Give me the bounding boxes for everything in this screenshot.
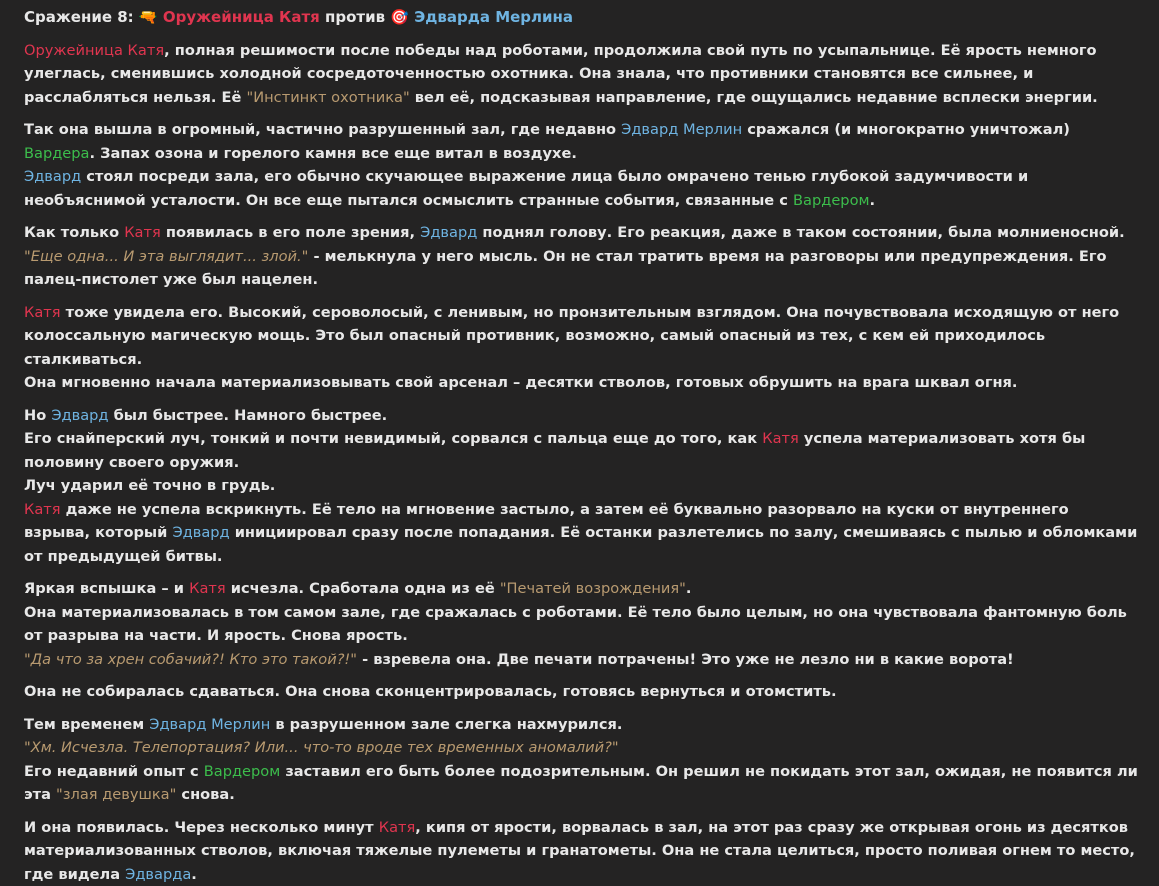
italic-quote: "Еще одна... И эта выглядит... злой." [24, 248, 308, 265]
story-line [24, 301, 1139, 372]
story-line [24, 427, 1139, 474]
story-line [24, 736, 1139, 760]
narrative-text: исчезла. Сработала одна из её [226, 580, 500, 597]
story-line [24, 221, 1139, 245]
story-paragraph [24, 39, 1139, 110]
edward-mention: Эдвард [420, 224, 477, 241]
narrative-text: И она появилась. Через несколько минут [24, 819, 379, 836]
story-line [24, 816, 1139, 886]
story-line [24, 165, 1139, 212]
battle-title-label: Сражение 8: [24, 8, 134, 26]
narrative-text: . [191, 866, 197, 883]
narrative-text: Так она вышла в огромный, частично разрушенный зал, где недавно [24, 121, 621, 138]
edward-mention: Эдвард Мерлин [149, 716, 270, 733]
fighter-edward-name: Эдварда Мерлина [414, 8, 573, 26]
narrative-text: Она не собиралась сдаваться. Она снова сконцентрировалась, готовясь вернуться и отомстить. [24, 683, 837, 700]
narrative-text: инициировал сразу после попадания. Её останки разлетелись по залу, смешиваясь с пылью и обломками от предыдущей битвы. [24, 524, 1137, 565]
narrative-text: появилась в его поле зрения, [161, 224, 420, 241]
narrative-text: в разрушенном зале слегка нахмурился. [270, 716, 622, 733]
varder-mention: Вардером [204, 763, 281, 780]
narrative-text: - взревела она. Две печати потрачены! Это уже не лезло ни в какие ворота! [357, 651, 1014, 668]
story-line [24, 474, 1139, 498]
narrative-text: Как только [24, 224, 124, 241]
fighter-katya-name: Оружейница Катя [163, 8, 320, 26]
story-paragraph [24, 713, 1139, 807]
edward-mention: Эдварда [125, 866, 191, 883]
narrative-text: Его недавний опыт с [24, 763, 204, 780]
narrative-text: - мелькнула у него мысль. Он не стал тратить время на разговоры или предупреждения. Его палец-пистолет уже был нацелен. [24, 248, 1107, 289]
katya-mention: Катя [24, 501, 61, 518]
narrative-text: . Запах озона и горелого камня все еще витал в воздухе. [90, 145, 577, 162]
katya-mention: Катя [189, 580, 226, 597]
story-paragraph [24, 221, 1139, 292]
italic-quote: "Хм. Исчезла. Телепортация? Или... что-то вроде тех временных аномалий?" [24, 739, 619, 756]
narrative-text: Но [24, 407, 51, 424]
edward-mention: Эдвард [172, 524, 229, 541]
quoted-term: "Печатей возрождения" [500, 580, 686, 597]
story-line [24, 577, 1139, 601]
katya-mention: Катя [24, 304, 61, 321]
narrative-text: Яркая вспышка – и [24, 580, 189, 597]
narrative-text: поднял голову. Его реакция, даже в таком состоянии, была молниеносной. [477, 224, 1124, 241]
story-paragraph [24, 816, 1139, 886]
story-line [24, 118, 1139, 165]
edward-mention: Эдвард Мерлин [621, 121, 742, 138]
story-line [24, 404, 1139, 428]
story-line [24, 760, 1139, 807]
italic-quote: "Да что за хрен собачий?! Кто это такой?!" [24, 651, 357, 668]
narrative-text: даже не успела вскрикнуть. Её тело на мгновение застыло, а затем её буквально разорвало на куски от внутреннего взрыва, который [24, 501, 1069, 542]
edward-mention: Эдвард [24, 168, 81, 185]
gun-icon: 🔫 [139, 8, 158, 26]
story-line [24, 39, 1139, 110]
katya-mention: Катя [379, 819, 416, 836]
story-line [24, 498, 1139, 569]
katya-mention: Катя [762, 430, 799, 447]
story-paragraph [24, 577, 1139, 671]
narrative-text: стоял посреди зала, его обычно скучающее выражение лица было омрачено тенью глубокой задумчивости и необъяснимой усталости. Он все еще пытался осмыслить странные события, связанные с [24, 168, 1028, 209]
narrative-text: . [870, 192, 876, 209]
narrative-text: тоже увидела его. Высокий, сероволосый, с ленивым, но пронзительным взглядом. Она почувствовала исходящую от него колоссальную магическую мощь. Это был опасный противник, возможно, самый опасный из тех, с кем ей приходилось сталкиваться. [24, 304, 1119, 368]
story-line [24, 680, 1139, 704]
story-line [24, 713, 1139, 737]
varder-mention: Вардера [24, 145, 90, 162]
narrative-text: был быстрее. Намного быстрее. [109, 407, 388, 424]
narrative-text: Она материализовалась в том самом зале, где сражалась с роботами. Её тело было целым, но она чувствовала фантомную боль от разрыва на части. И ярость. Снова ярость. [24, 604, 1127, 645]
narrative-text: , кипя от ярости, ворвалась в зал, на этот раз сразу же открывая огонь из десятков материализованных стволов, включая тяжелые пулеметы и гранатометы. Она не стала целиться, просто поливая огнем то место, где видела [24, 819, 1135, 883]
target-icon: 🎯 [390, 8, 409, 26]
versus-label: против [325, 8, 385, 26]
battle-title [24, 6, 1139, 30]
story-line [24, 371, 1139, 395]
narrative-text: , полная решимости после победы над роботами, продолжила свой путь по усыпальнице. Её ярость немного улеглась, сменившись холодной сосредоточенностью охотника. Она знала, что противники становятся все сильнее, и расслабляться нельзя. Её [24, 42, 1097, 106]
narrative-text: Она мгновенно начала материализовывать свой арсенал – десятки стволов, готовых обрушить на врага шквал огня. [24, 374, 1017, 391]
narrative-text: заставил его быть более подозрительным. Он решил не покидать этот зал, ожидая, не появится ли эта [24, 763, 1138, 804]
katya-mention: Оружейница Катя [24, 42, 164, 59]
varder-mention: Вардером [793, 192, 870, 209]
story-line [24, 648, 1139, 672]
narrative-text: . [686, 580, 692, 597]
katya-mention: Катя [124, 224, 161, 241]
story-paragraph [24, 404, 1139, 569]
narrative-text: Тем временем [24, 716, 149, 733]
edward-mention: Эдвард [51, 407, 108, 424]
story-line [24, 245, 1139, 292]
narrative-text: снова. [176, 786, 234, 803]
narrative-text: Луч ударил её точно в грудь. [24, 477, 275, 494]
story-line [24, 601, 1139, 648]
story-paragraph [24, 680, 1139, 704]
story-paragraph [24, 301, 1139, 395]
narrative-text: успела материализовать хотя бы половину своего оружия. [24, 430, 1085, 471]
narrative-text: Его снайперский луч, тонкий и почти невидимый, сорвался с пальца еще до того, как [24, 430, 762, 447]
quoted-term: "злая девушка" [56, 786, 176, 803]
quoted-term: "Инстинкт охотника" [247, 89, 410, 106]
narrative-text: вел её, подсказывая направление, где ощущались недавние всплески энергии. [410, 89, 1098, 106]
story-paragraph [24, 118, 1139, 212]
story-paragraphs [24, 39, 1139, 886]
narrative-text: сражался (и многократно уничтожал) [742, 121, 1070, 138]
